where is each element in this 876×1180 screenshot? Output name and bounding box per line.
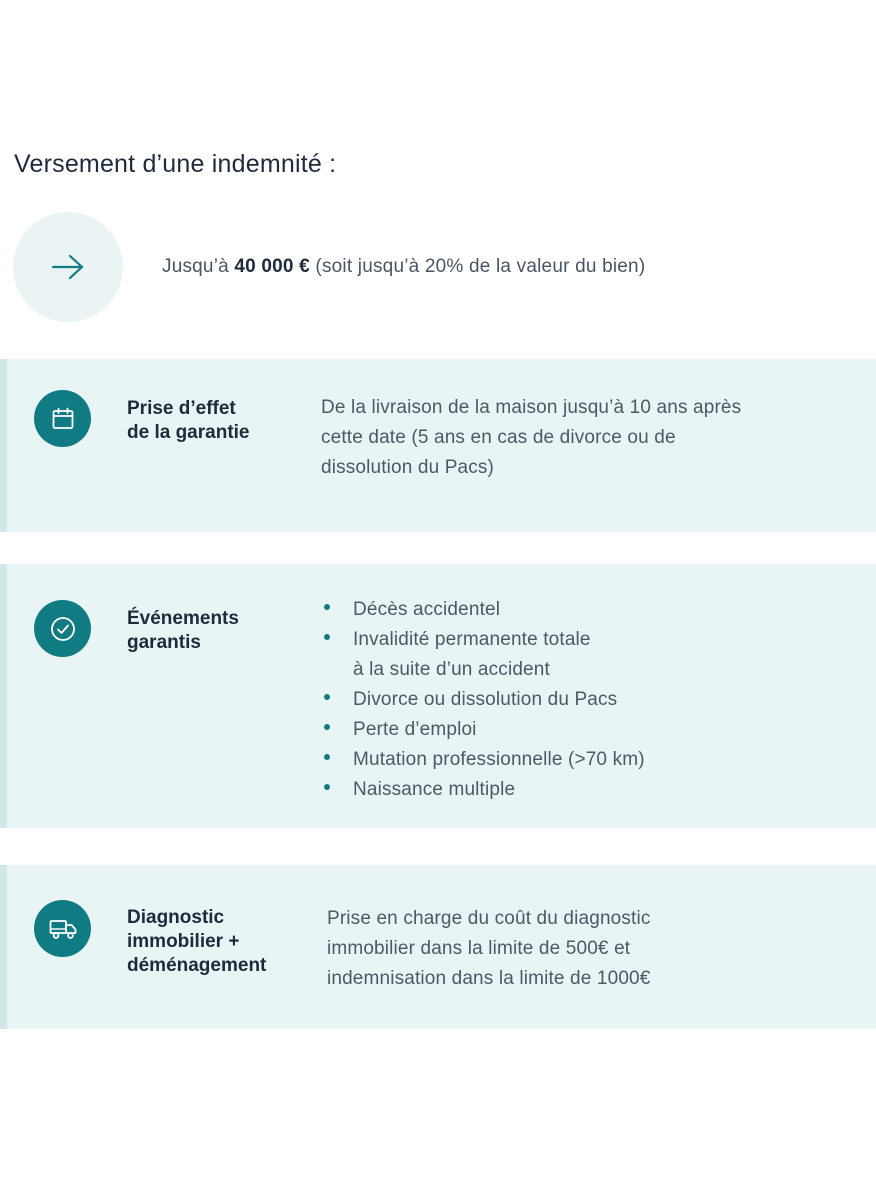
card-icon-circle bbox=[34, 390, 91, 447]
list-item-text: Mutation professionnelle (>70 km) bbox=[353, 749, 645, 770]
indemnity-suffix: (soit jusqu’à 20% de la valeur du bien) bbox=[309, 256, 646, 277]
check-circle-icon bbox=[49, 615, 77, 643]
card-title-line: immobilier + bbox=[127, 931, 240, 952]
truck-icon bbox=[48, 916, 78, 942]
calendar-icon bbox=[50, 406, 76, 432]
card-prise-effet bbox=[0, 359, 876, 532]
bullet-dot bbox=[324, 754, 330, 760]
bullet-dot bbox=[324, 694, 330, 700]
indemnity-circle bbox=[13, 212, 123, 322]
list-item bbox=[322, 775, 645, 805]
list-item-text: Invalidité permanente totale bbox=[353, 629, 591, 650]
card-description-line: dissolution du Pacs) bbox=[321, 457, 495, 478]
card-title-line: déménagement bbox=[127, 955, 267, 976]
card-title-line: garantis bbox=[127, 632, 201, 653]
card-title-line: Diagnostic bbox=[127, 907, 225, 928]
card-diagnostic bbox=[0, 865, 876, 1029]
list-item bbox=[322, 685, 645, 715]
events-list bbox=[322, 595, 645, 805]
indemnity-prefix: Jusqu’à bbox=[162, 256, 235, 277]
card-title bbox=[127, 906, 307, 978]
list-item-text: Perte d’emploi bbox=[353, 719, 477, 740]
card-icon-circle bbox=[34, 900, 91, 957]
list-item-text: Naissance multiple bbox=[353, 779, 516, 800]
card-description-line: immobilier dans la limite de 500€ et bbox=[327, 938, 631, 959]
indemnity-row bbox=[13, 212, 645, 322]
bullet-dot bbox=[324, 784, 330, 790]
card-icon-circle bbox=[34, 600, 91, 657]
card-title bbox=[127, 607, 307, 655]
list-item bbox=[322, 595, 645, 625]
card-description-line: De la livraison de la maison jusqu’à 10 ans après bbox=[321, 397, 742, 418]
card-description bbox=[327, 904, 650, 994]
card-title-line: Événements bbox=[127, 608, 239, 629]
section-heading: Versement d’une indemnité : bbox=[14, 150, 337, 178]
indemnity-amount: 40 000 € bbox=[234, 256, 310, 277]
card-description-line: Prise en charge du coût du diagnostic bbox=[327, 908, 651, 929]
bullet-dot bbox=[324, 724, 330, 730]
card-title-line: de la garantie bbox=[127, 422, 250, 443]
list-item-text: à la suite d’un accident bbox=[353, 659, 550, 680]
list-item-text: Divorce ou dissolution du Pacs bbox=[353, 689, 618, 710]
indemnity-text bbox=[162, 256, 645, 278]
bullet-dot bbox=[324, 604, 330, 610]
list-item bbox=[322, 625, 645, 685]
list-item bbox=[322, 745, 645, 775]
card-evenements bbox=[0, 564, 876, 828]
bullet-dot bbox=[324, 634, 330, 640]
card-title-line: Prise d’effet bbox=[127, 398, 236, 419]
card-description-line: indemnisation dans la limite de 1000€ bbox=[327, 968, 651, 989]
card-description-line: cette date (5 ans en cas de divorce ou de bbox=[321, 427, 676, 448]
arrow-right-icon bbox=[50, 253, 86, 281]
card-description bbox=[321, 393, 741, 483]
list-item bbox=[322, 715, 645, 745]
card-title bbox=[127, 397, 307, 445]
list-item-text: Décès accidentel bbox=[353, 599, 501, 620]
